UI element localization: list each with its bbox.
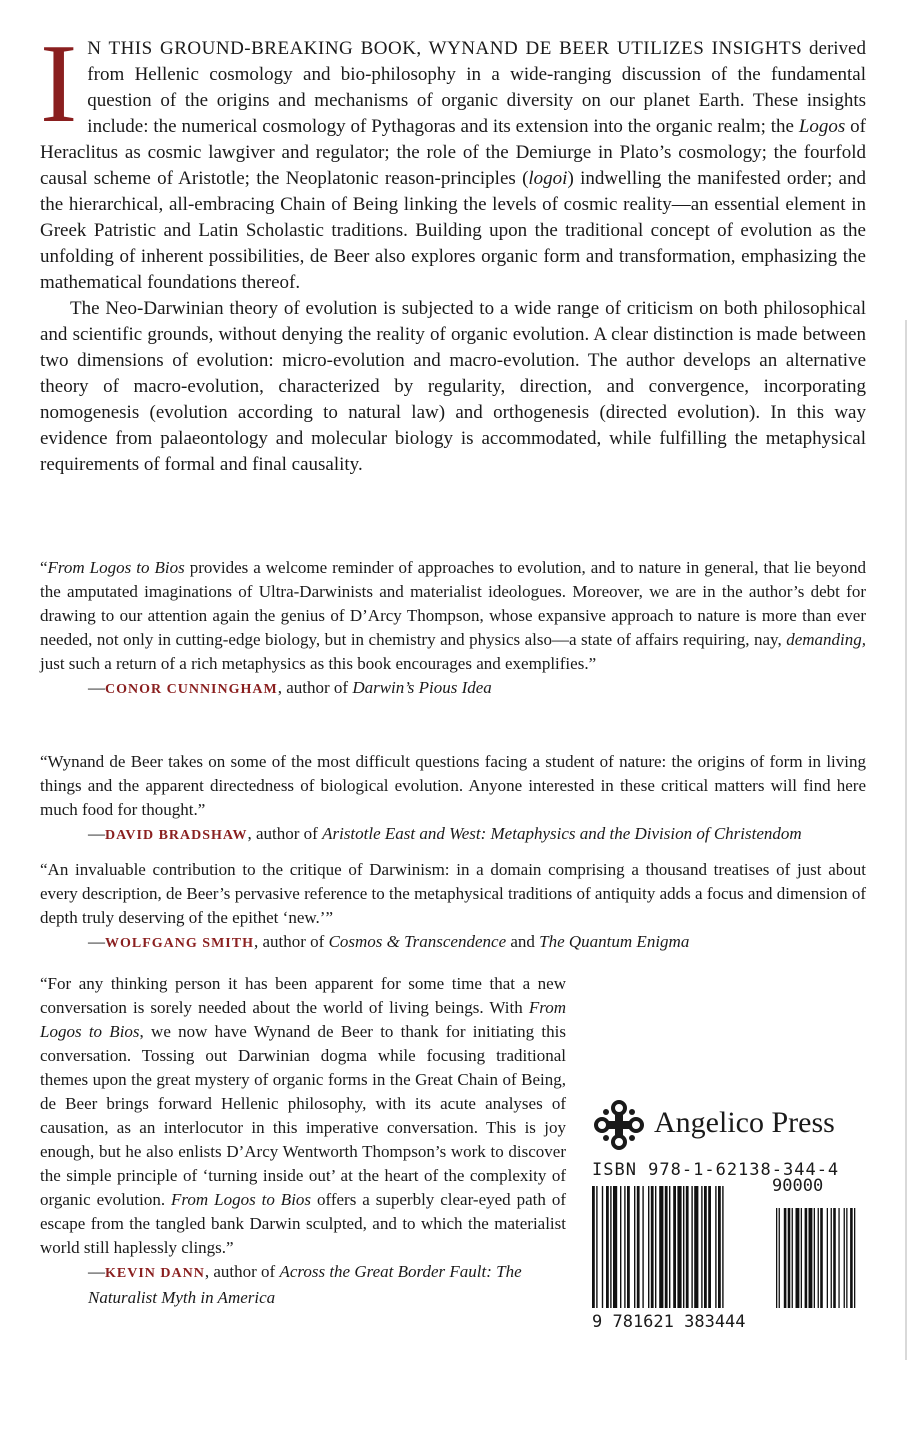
- addon-bar: [818, 1208, 819, 1308]
- barcode-bar: [627, 1186, 630, 1308]
- blurb-italic: Logos: [798, 116, 846, 137]
- barcode-bar: [677, 1186, 681, 1308]
- blurb-paragraph-1: [40, 22, 866, 296]
- barcode-bar: [669, 1186, 670, 1308]
- barcode-bar: [613, 1186, 617, 1308]
- addon-bar: [827, 1208, 828, 1308]
- endorsement-quote: [40, 556, 866, 702]
- book-title: From Logos to Bios: [40, 998, 566, 1041]
- blurb-text: derived from Hellenic cosmology and bio-philosophy in a wide-ranging discussion of the fundamental question of the origins and mechanisms of organic diversity on our planet Earth. These insights include: the numerical cosmology of Pythagoras and its extension into the organic realm; the: [87, 38, 866, 137]
- endorsement-quote: [40, 858, 866, 956]
- barcode-bar: [704, 1186, 707, 1308]
- quote-attribution: [40, 822, 866, 848]
- quote-attribution: [40, 676, 866, 702]
- barcode-bar: [637, 1186, 640, 1308]
- addon-bar: [809, 1208, 813, 1308]
- barcode-bar: [683, 1186, 684, 1308]
- quote-attribution: [40, 930, 866, 956]
- description-blurb: [40, 22, 866, 478]
- price-addon: 90000: [772, 1176, 824, 1196]
- addon-bar: [792, 1208, 793, 1308]
- endorser-work: The Quantum Enigma: [539, 932, 690, 951]
- barcode-bar: [655, 1186, 656, 1308]
- barcode: [592, 1186, 858, 1322]
- endorser-name: DAVID BRADSHAW: [105, 828, 248, 843]
- quote-text: provides a welcome reminder of approaches to evolution, and to nature in general, that lie beyond the amputated imaginations of Ultra-Darwinists and materialist ideologues. Moreover, we are in the author’s debt for drawing to our attention again the genius of D’Arcy Thompson, whose expansive approach to nature is more than ever needed, not only in cutting-edge biology, but in chemistry and physics also—a state of affairs requiring, nay,: [40, 558, 866, 649]
- blurb-text: of Heraclitus as cosmic lawgiver and regulator; the role of the Demiurge in Plato’s cosmology; the fourfold causal scheme of Aristotle; the Neoplatonic reason-principles (: [40, 116, 866, 189]
- blurb-text: ) indwelling the manifested order; and the hierarchical, all-embracing Chain of Being linking the levels of cosmic reality—an essential element in Greek Patristic and Latin Scholastic traditions. Building upon the traditional concept of evolution as the unfolding of inherent possibilities, de Beer also explores organic form and transformation, emphasizing the mathematical foundations thereof.: [40, 168, 866, 293]
- barcode-bar: [665, 1186, 668, 1308]
- addon-bar: [788, 1208, 791, 1308]
- book-title: From Logos to Bios: [47, 558, 185, 577]
- barcode-bar: [606, 1186, 609, 1308]
- barcode-bar: [686, 1186, 689, 1308]
- barcode-bar: [651, 1186, 654, 1308]
- attribution-dash: —: [88, 678, 105, 697]
- book-title: From Logos to Bios: [171, 1190, 312, 1209]
- quote-emphasis: demanding,: [786, 630, 866, 649]
- quote-text: “For any thinking person it has been apparent for some time that a new conversation is sorely needed about the world of living beings. With: [40, 974, 566, 1017]
- barcode-bar: [691, 1186, 692, 1308]
- addon-bar: [814, 1208, 815, 1308]
- quote-mark: “: [40, 558, 48, 577]
- barcode-bar: [620, 1186, 621, 1308]
- attribution-dash: —: [88, 932, 105, 951]
- barcode-digits: 9 781621 383444: [592, 1312, 746, 1332]
- attribution-dash: —: [88, 824, 105, 843]
- endorser-work: Cosmos & Transcendence: [328, 932, 507, 951]
- addon-bar: [833, 1208, 836, 1308]
- addon-bar: [796, 1208, 800, 1308]
- endorser-work: Darwin’s Pious Idea: [352, 678, 492, 697]
- barcode-bar: [642, 1186, 643, 1308]
- barcode-bar: [715, 1186, 716, 1308]
- barcode-bar: [659, 1186, 663, 1308]
- endorser-name: WOLFGANG SMITH: [105, 936, 254, 951]
- barcode-bar: [648, 1186, 649, 1308]
- quote-text: , we now have Wynand de Beer to thank for initiating this conversation. Tossing out Darwinian dogma while focusing traditional themes upon the great mystery of organic forms in the Great Chain of Being, de Beer brings forward Hellenic philosophy, with its acute analyses of causation, as an interlocutor in this imperative conversation. This is joy enough, but he also enlists D’Arcy Wentworth Thompson’s work to discover the simple principle of ‘turning inside out’ at the heart of the complexity of organic evolution.: [40, 1022, 566, 1209]
- blurb-lead-in: N THIS GROUND-BREAKING BOOK, WYNAND DE BEER UTILIZES INSIGHTS: [87, 38, 803, 59]
- addon-bar: [820, 1208, 823, 1308]
- barcode-bar: [634, 1186, 635, 1308]
- barcode-bar: [722, 1186, 723, 1308]
- barcode-bar: [602, 1186, 603, 1308]
- attribution-text: , author of: [204, 1262, 280, 1281]
- quote-text: offers a superbly clear-eyed path of escape from the tangled bank Darwin sculpted, and to which the materialist world still haplessly clings.”: [40, 1190, 566, 1257]
- endorser-name: CONOR CUNNINGHAM: [105, 682, 278, 697]
- drop-cap: I: [40, 22, 78, 146]
- barcode-bar: [673, 1186, 676, 1308]
- attribution-dash: —: [88, 1262, 105, 1281]
- addon-bar: [831, 1208, 832, 1308]
- addon-bar: [838, 1208, 839, 1308]
- addon-bar: [850, 1208, 853, 1308]
- attribution-text: , author of: [247, 824, 323, 843]
- addon-bar: [844, 1208, 845, 1308]
- quote-text: “An invaluable contribution to the critique of Darwinism: in a domain comprising a thousand treatises of just about every description, de Beer’s pervasive reference to the metaphysical traditions of antiquity adds a focus and dimension of depth truly deserving of the epithet ‘new.’”: [40, 860, 866, 927]
- addon-bar: [784, 1208, 787, 1308]
- publisher-name: Angelico Press: [654, 1106, 835, 1139]
- barcode-bar: [624, 1186, 625, 1308]
- quote-text: “Wynand de Beer takes on some of the most difficult questions facing a student of nature: the origins of form in living things and the apparent directedness of biological evolution. Anyone interested in these critical matters will find here much food for thought.”: [40, 752, 866, 819]
- barcode-bar: [592, 1186, 595, 1308]
- publisher-logo: [592, 1098, 872, 1154]
- addon-bar: [805, 1208, 808, 1308]
- quote-text: just such a return of a rich metaphysics as this book encourages and exemplifies.”: [40, 654, 597, 673]
- barcode-bar: [596, 1186, 597, 1308]
- attribution-text: , author of: [277, 678, 353, 697]
- barcode-bar: [708, 1186, 711, 1308]
- cross-ornament-icon: [592, 1098, 646, 1152]
- addon-bar: [801, 1208, 802, 1308]
- barcode-bar: [694, 1186, 698, 1308]
- endorsement-quote: [40, 750, 866, 848]
- endorser-work: Across the Great Border Fault: The Naturalist Myth in America: [88, 1262, 522, 1307]
- blurb-italic: logoi: [528, 168, 568, 189]
- addon-bar: [854, 1208, 855, 1308]
- addon-bar: [779, 1208, 780, 1308]
- attribution-text: and: [506, 932, 540, 951]
- endorser-name: KEVIN DANN: [105, 1266, 205, 1281]
- endorser-work: Aristotle East and West: Metaphysics and the Division of Christendom: [322, 824, 802, 843]
- isbn-label: ISBN 978-1-62138-344-4: [592, 1160, 840, 1180]
- blurb-paragraph-2: The Neo-Darwinian theory of evolution is subjected to a wide range of criticism on both philosophical and scientific grounds, without denying the reality of organic evolution. A clear distinction is made between two dimensions of evolution: micro-evolution and macro-evolution. The author develops an alternative theory of macro-evolution, characterized by regularity, direction, and convergence, incorporating nomogenesis (evolution according to natural law) and orthogenesis (directed evolution). In this way evidence from palaeontology and molecular biology is accommodated, while fulfilling the metaphysical requirements of formal and final causality.: [40, 298, 866, 475]
- barcode-bar: [610, 1186, 611, 1308]
- barcode-bar: [701, 1186, 702, 1308]
- addon-bar: [776, 1208, 777, 1308]
- addon-bar: [846, 1208, 847, 1308]
- attribution-text: , author of: [253, 932, 329, 951]
- barcode-bar: [718, 1186, 721, 1308]
